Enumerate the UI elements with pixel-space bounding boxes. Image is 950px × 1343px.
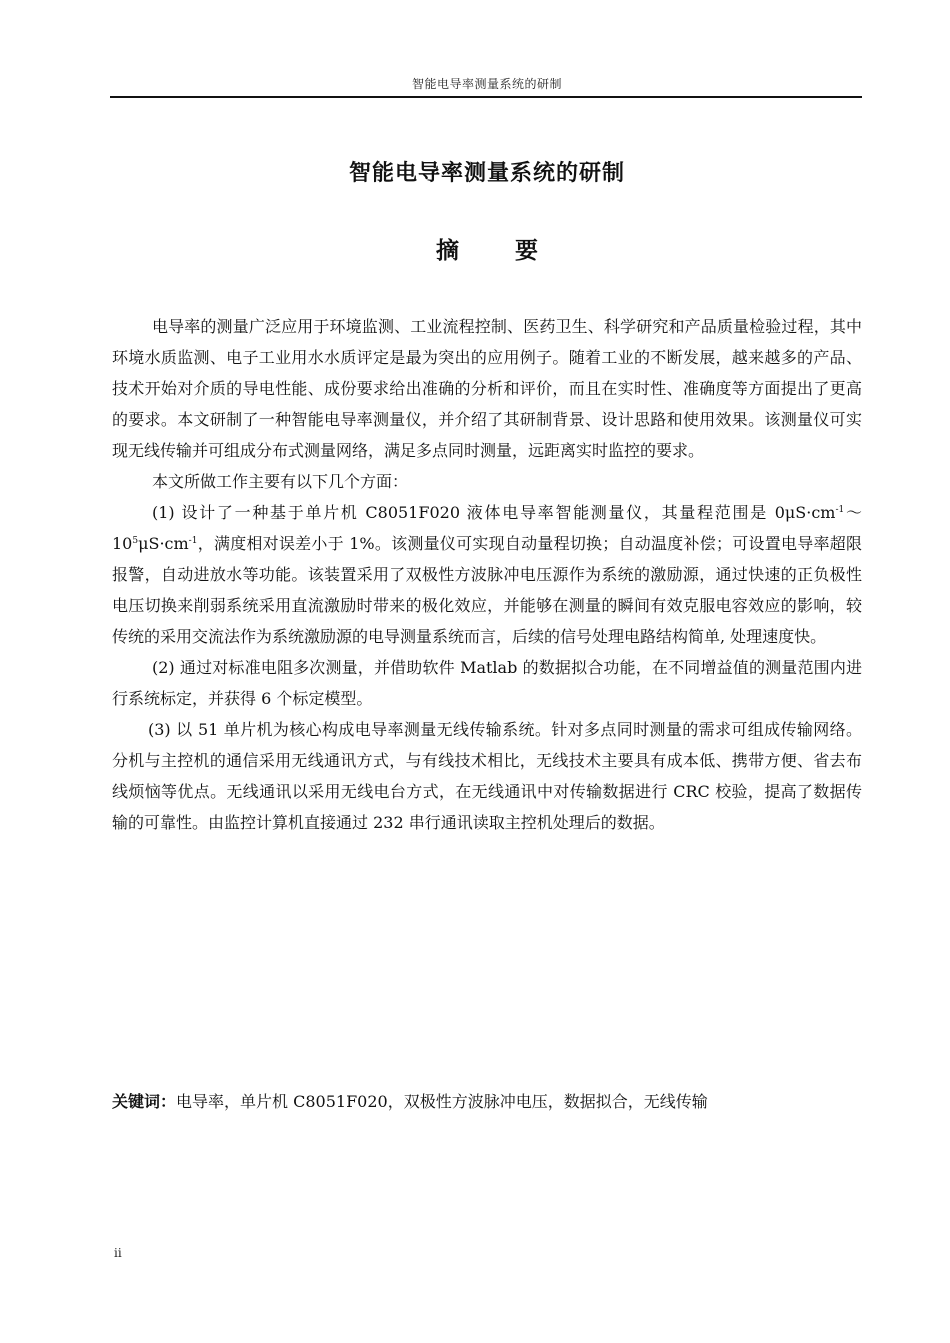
keywords-text: 电导率，单片机 C8051F020，双极性方波脉冲电压，数据拟合，无线传输 [176, 1092, 708, 1111]
abstract-body [112, 311, 862, 838]
power-exponent: 5 [132, 536, 139, 546]
keywords-line [112, 1086, 862, 1117]
abstract-paragraph-4: (2) 通过对标准电阻多次测量，并借助软件 Matlab 的数据拟合功能，在不同增益值的测量范围内进行系统标定，并获得 6 个标定模型。 [112, 658, 862, 708]
abstract-paragraph-1: 电导率的测量广泛应用于环境监测、工业流程控制、医药卫生、科学研究和产品质量检验过程，其中环境水质监测、电子工业用水水质评定是最为突出的应用例子。随着工业的不断发展，越来越多的产品、技术开始对介质的导电性能、成份要求给出准确的分析和评价，而且在实时性、准确度等方面提出了更高的要求。本文研制了一种智能电导率测量仪，并介绍了其研制背景、设计思路和使用效果。该测量仪可实现无线传输并可组成分布式测量网络，满足多点同时测量，远距离实时监控的要求。 [112, 317, 862, 460]
header-divider [110, 96, 862, 98]
unit-exponent: -1 [188, 536, 198, 546]
page-number: ii [114, 1246, 122, 1260]
abstract-paragraph-3 [112, 497, 862, 652]
paragraph-3-tail: ，满度相对误差小于 1%。该测量仪可实现自动量程切换；自动温度补偿；可设置电导率超限报警，自动进放水等功能。该装置采用了双极性方波脉冲电压源作为系统的激励源，通过快速的正负极性电压切换来削弱系统采用直流激励时带来的极化效应，并能够在测量的瞬间有效克服电容效应的影响，较传统的采用交流法作为系统激励源的电导测量系统而言，后续的信号处理电路结构简单, 处理速度快。 [112, 534, 862, 646]
paragraph-3-lead: (1) 设计了一种基于单片机 C8051F020 液体电导率智能测量仪，其量程范围是 0μS·cm [152, 503, 836, 522]
abstract-paragraph-2: 本文所做工作主要有以下几个方面： [152, 472, 409, 491]
abstract-heading: 摘 要 [435, 238, 562, 264]
abstract-paragraph-5: (3) 以 51 单片机为核心构成电导率测量无线传输系统。针对多点同时测量的需求可组成传输网络。分机与主控机的通信采用无线通讯方式，与有线技术相比，无线技术主要具有成本低、携带方便、省去布线烦恼等优点。无线通讯以采用无线电台方式，在无线通讯中对传输数据进行 CRC 校验，提高了数据传输的可靠性。由监控计算机直接通过 232 串行通讯读取主控机处理后的数据。 [112, 720, 862, 832]
document-title: 智能电导率测量系统的研制 [348, 161, 625, 186]
unit-text: μS·cm [138, 534, 189, 553]
running-header: 智能电导率测量系统的研制 [411, 77, 562, 91]
range-separator: ～10 [112, 503, 862, 553]
unit-exponent: -1 [835, 505, 845, 515]
keywords-label: 关键词： [112, 1092, 177, 1111]
